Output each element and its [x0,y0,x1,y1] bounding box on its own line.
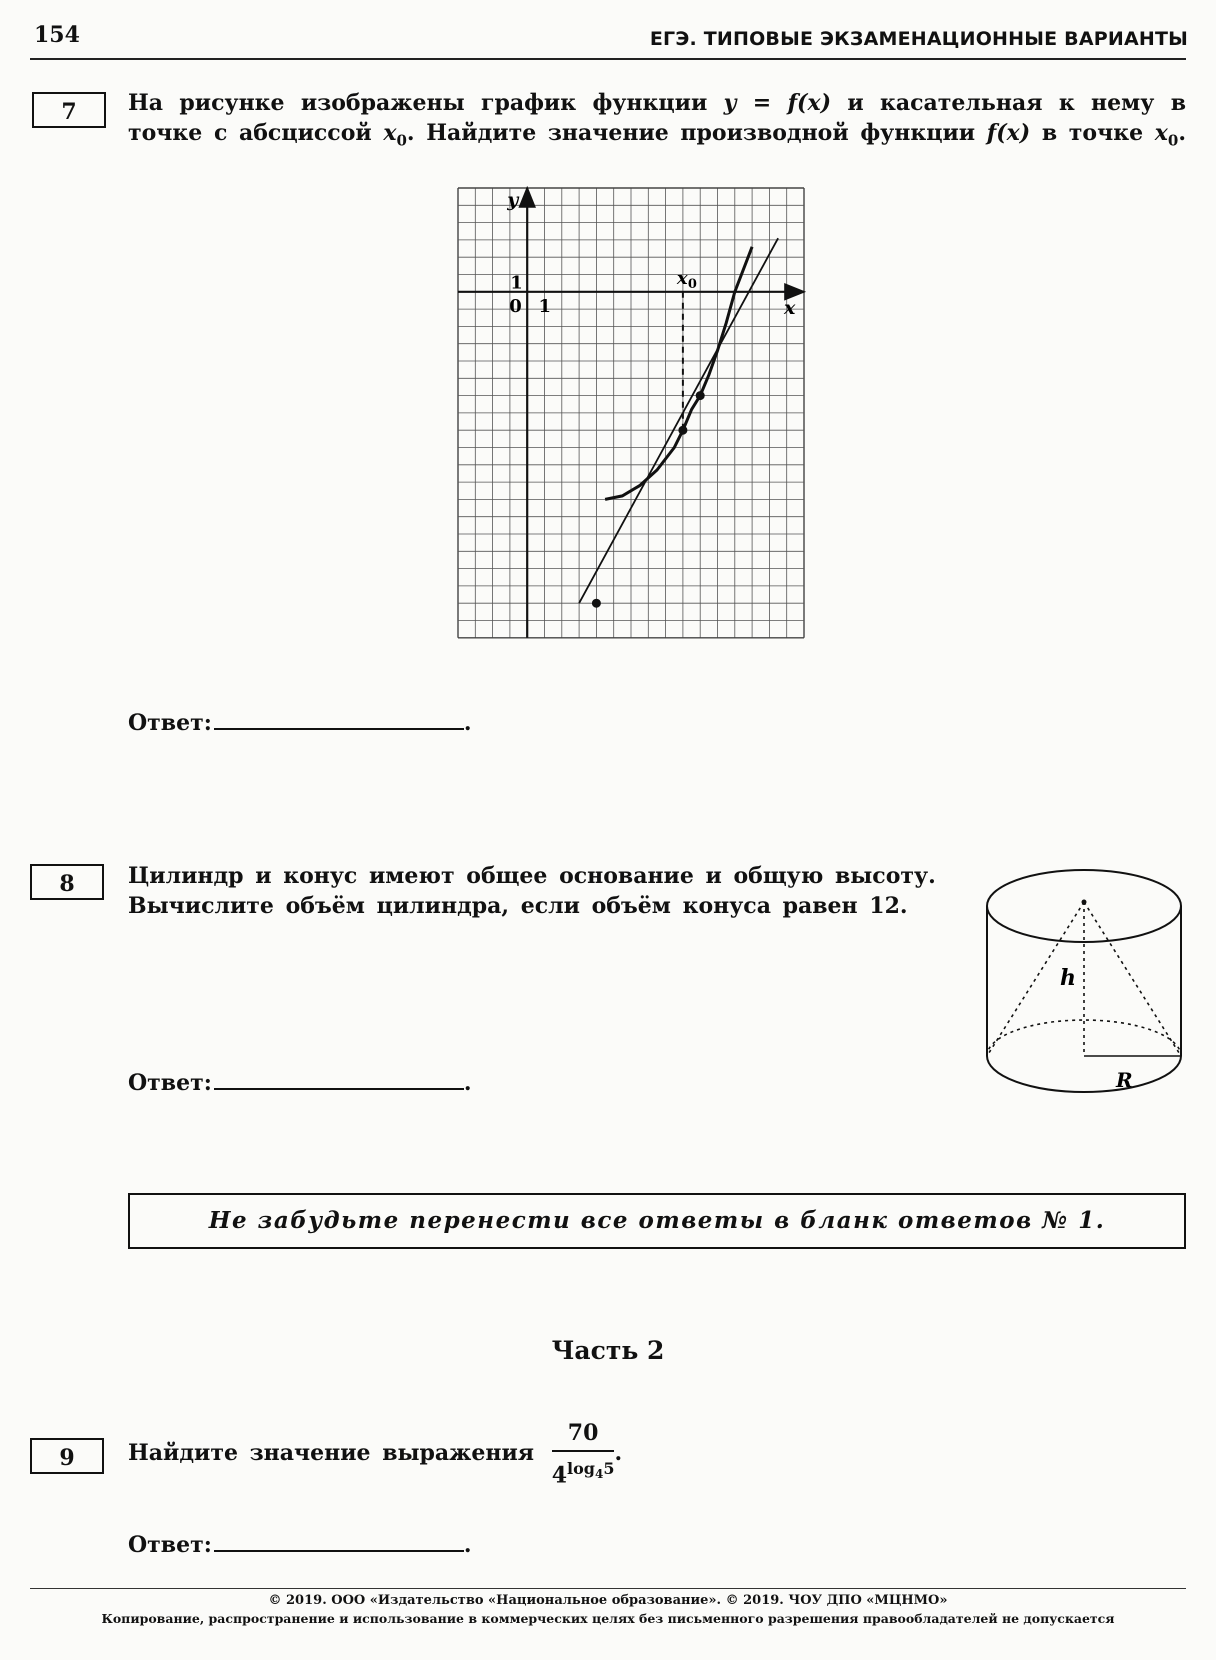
task-7-func-f: f [787,90,798,116]
radius-label: R [1116,1068,1133,1092]
task-8-answer-field[interactable] [214,1068,464,1090]
page-number: 154 [34,22,80,48]
task-9-answer [128,1530,472,1558]
task-7-answer-field[interactable] [214,708,464,730]
task-8-answer-end: . [463,1070,472,1096]
exponent-log: log [567,1459,595,1478]
function-graph [440,180,820,650]
task-9-answer-field[interactable] [214,1530,464,1552]
footer-notice: Копирование, распространение и использование в коммерческих целях без письменного разрешения правообладателей не допускается [101,1611,1115,1626]
task-9-answer-end: . [463,1532,472,1558]
task-7-sub-0: 0 [396,131,407,150]
task-7-answer-label: Ответ: [128,710,212,736]
exponent-log-base: 4 [594,1467,604,1482]
task-8-number: 8 [59,871,75,897]
task-9-number: 9 [59,1445,75,1471]
task-7-var-y: y [723,90,737,116]
task-7-text-b: и касательная к нему в точке с абсциссой [128,90,1186,146]
header-rule [30,58,1186,60]
running-title: ЕГЭ. ТИПОВЫЕ ЭКЗАМЕНАЦИОННЫЕ ВАРИАНТЫ [649,28,1188,50]
task-7-eq: = [736,90,788,116]
task-7-arg-x: (x) [797,90,831,116]
graph-point [678,426,687,435]
task-7-arg-x-2: (x) [996,120,1031,146]
footer-rule [30,1588,1186,1589]
x0-label: x [676,267,688,289]
graph-point [592,599,601,608]
task-7-number: 7 [61,99,77,125]
graph-grid [458,188,804,638]
task-9-end: . [614,1440,623,1467]
task-9-fraction [552,1418,615,1490]
fraction-denominator [552,1452,615,1490]
task-7-statement [128,88,1186,155]
y-axis-label: y [507,189,519,211]
cylinder-bottom-front [987,1056,1181,1092]
task-7-text-d: в точке [1030,120,1155,146]
x0-label-sub: 0 [687,276,697,292]
origin-label: 0 [509,295,522,317]
task-7-func-f-2: f [986,120,997,146]
task-7-text-e: . [1178,120,1186,146]
task-8-line-1: Цилиндр и конус имеют общее основание и общую высоту. [128,863,936,889]
task-7-answer-end: . [463,710,472,736]
task-7-answer [128,708,472,736]
graph-point [696,391,705,400]
exponent-log-arg: 5 [603,1459,615,1478]
task-9-statement [128,1418,828,1490]
denominator-exponent [567,1459,615,1482]
cylinder-cone-figure [980,860,1190,1100]
task-7-var-x0: x [383,120,397,146]
task-7-var-x0-2: x [1154,120,1168,146]
task-7-sub-0-2: 0 [1167,131,1179,150]
tangent-line [579,238,778,603]
part-2-title: Часть 2 [551,1336,665,1365]
reminder-text: Не забудьте перенести все ответы в бланк ответов № 1. [208,1207,1106,1234]
task-8-answer [128,1068,472,1096]
task-8-line-2: Вычислите объём цилиндра, если объём конуса равен 12. [128,893,908,919]
task-8-number-box[interactable] [30,864,104,900]
task-7-number-box[interactable] [32,92,106,128]
height-label: h [1060,965,1076,991]
task-9-number-box[interactable] [30,1438,104,1474]
reminder-box [128,1193,1186,1249]
task-8-answer-label: Ответ: [128,1070,212,1096]
denominator-base: 4 [551,1462,568,1489]
footer-copyright: © 2019. ООО «Издательство «Национальное образование». © 2019. ЧОУ ДПО «МЦНМО» [268,1593,948,1608]
task-7-text-a: На рисунке изображены график функции [128,90,724,116]
fraction-numerator: 70 [552,1418,615,1452]
task-7-text-c: . Найдите значение производной функции [406,120,987,146]
task-9-text: Найдите значение выражения [128,1440,535,1467]
unit-y-label: 1 [510,272,523,294]
task-8-statement [128,861,948,921]
unit-x-label: 1 [538,295,552,317]
task-9-answer-label: Ответ: [128,1532,212,1558]
cone-apex [1082,900,1087,905]
x-axis-label: x [784,296,796,319]
